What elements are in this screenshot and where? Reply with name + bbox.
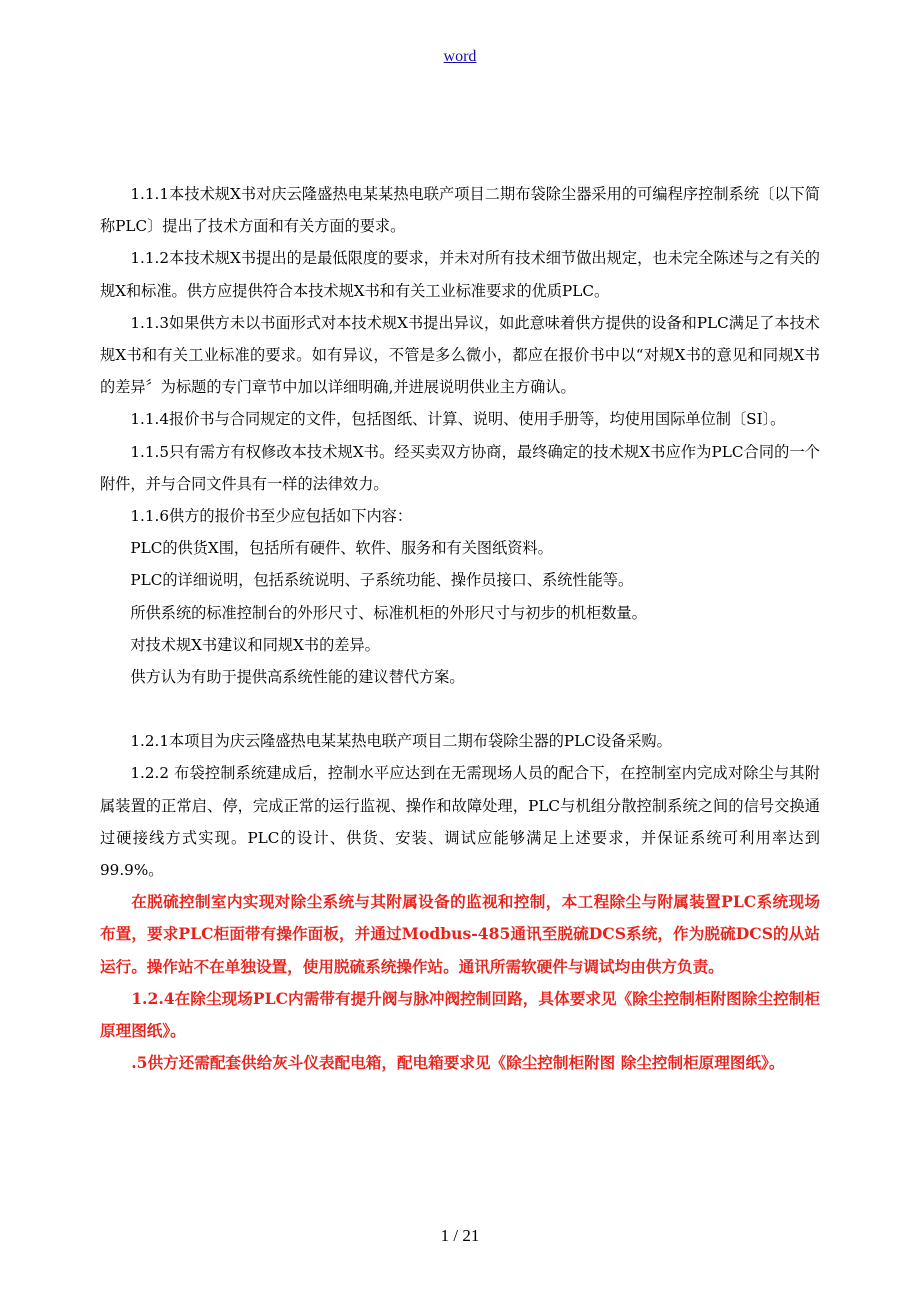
- page-number: 1 / 21: [440, 1226, 480, 1245]
- header-link[interactable]: word: [443, 48, 477, 65]
- list-item: 供方认为有助于提供高系统性能的建议替代方案。: [130, 668, 465, 687]
- list-item: 所供系统的标准控制台的外形尺寸、标准机柜的外形尺寸与初步的机柜数量。: [130, 603, 647, 622]
- emphasis-paragraph-1-2-4: 1.2.4在除尘现场PLC内需带有提升阀与脉冲阀控制回路，具体要求见《除尘控制柜附图除尘控制柜原理图纸》。: [100, 988, 820, 1041]
- section-gap: [100, 693, 820, 725]
- list-item: PLC的详细说明，包括系统说明、子系统功能、操作员接口、系统性能等。: [130, 571, 634, 590]
- document-body: [100, 178, 820, 1079]
- paragraph-1-2-2: 1.2.2 布袋控制系统建成后，控制水平应达到在无需现场人员的配合下，在控制室内完成对除尘与其附属装置的正常启、停，完成正常的运行监视、操作和故障处理，PLC与机组分散控制系统之间的信号交换通过硬接线方式实现。PLC的设计、供货、安装、调试应能够满足上述要求，并保证系统可利用率达到99.9%。: [100, 764, 820, 880]
- list-item: 对技术规X书建议和同规X书的差异。: [130, 635, 380, 654]
- paragraph-1-1-5: 1.1.5只有需方有权修改本技术规X书。经买卖双方协商，最终确定的技术规X书应作为PLC合同的一个附件，并与合同文件具有一样的法律效力。: [100, 442, 820, 493]
- paragraph-1-1-4: 1.1.4报价书与合同规定的文件，包括图纸、计算、说明、使用手册等，均使用国际单位制〔SI〕。: [130, 410, 786, 429]
- paragraph-1-1-2: 1.1.2本技术规X书提出的是最低限度的要求，并未对所有技术细节做出规定，也未完全陈述与之有关的规X和标准。供方应提供符合本技术规X书和有关工业标准要求的优质PLC。: [100, 249, 820, 300]
- paragraph-1-1-3: 1.1.3如果供方未以书面形式对本技术规X书提出异议，如此意味着供方提供的设备和PLC满足了本技术规X书和有关工业标准的要求。如有异议，不管是多么微小，都应在报价书中以“对规X书的意见和同规X书的差异〞为标题的专门章节中加以详细明确,并进展说明供业主方确认。: [100, 313, 820, 397]
- paragraph-1-1-6: 1.1.6供方的报价书至少应包括如下内容：: [130, 507, 413, 526]
- page-header: [0, 48, 920, 66]
- paragraph-1-1-1: 1.1.1本技术规X书对庆云隆盛热电某某热电联产项目二期布袋除尘器采用的可编程序控制系统〔以下简称PLC〕提出了技术方面和有关方面的要求。: [100, 185, 820, 236]
- list-item: PLC的供货X围，包括所有硬件、软件、服务和有关图纸资料。: [130, 539, 553, 558]
- emphasis-paragraph-control: 在脱硫控制室内实现对除尘系统与其附属设备的监视和控制，本工程除尘与附属装置PLC系统现场布置，要求PLC柜面带有操作面板，并通过Modbus-485通讯至脱硫DCS系统，作为脱硫DCS的从站运行。操作站不在单独设置，使用脱硫系统操作站。通讯所需软硬件与调试均由供方负责。: [100, 892, 820, 976]
- paragraph-1-2-1: 1.2.1本项目为庆云隆盛热电某某热电联产项目二期布袋除尘器的PLC设备采购。: [130, 732, 672, 751]
- emphasis-paragraph-1-2-5: .5供方还需配套供给灰斗仪表配电箱，配电箱要求见《除尘控制柜附图 除尘控制柜原理图纸》。: [131, 1053, 785, 1073]
